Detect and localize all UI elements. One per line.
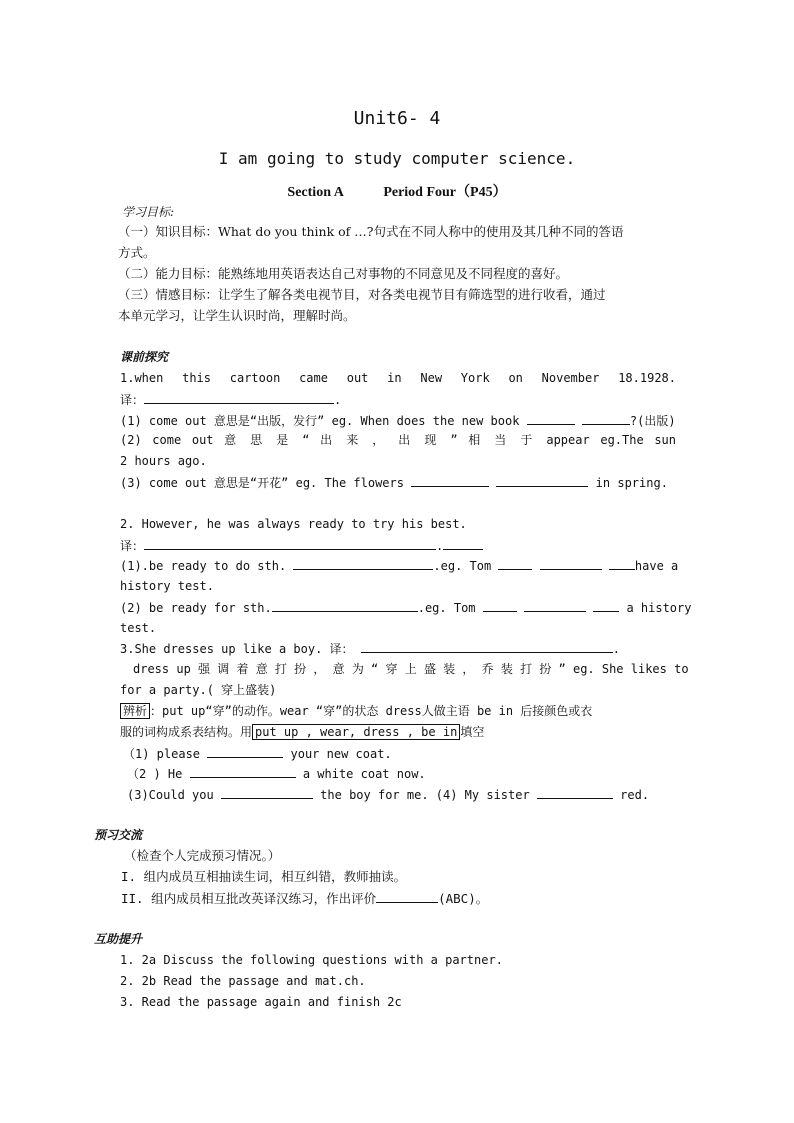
sentence-3-text: 3.She dresses up like a boy. 译： — [120, 642, 354, 656]
word-box: put up , wear, dress , be in — [252, 724, 460, 740]
exercise-4-text: (4) My sister — [435, 788, 530, 802]
sentence-2: 2. However, he was always ready to try his best. — [120, 517, 467, 531]
help-heading: 互助提升 — [94, 932, 143, 946]
ready-to-cont: history test. — [120, 579, 214, 593]
come-out-2: (2) come out 意 思 是 “ 出 来 ， 出 现 ” 相 当 于 appear eg.The sun — [120, 433, 676, 447]
help-item-3: 3. Read the passage again and finish 2c — [120, 995, 402, 1009]
exercise-2 — [127, 765, 426, 782]
page-title: Unit6- 4 — [353, 108, 441, 129]
exercise-3-text: (3)Could you — [127, 788, 214, 802]
come-out-1 — [120, 412, 676, 429]
exercise-1-text: （1) please — [123, 747, 201, 761]
exchange-line-2: I. 组内成员互相抽读生词，相互纠错，教师抽读。 — [121, 869, 407, 884]
goal-emotion-cont: 本单元学习，让学生认识时尚，理解时尚。 — [118, 308, 356, 323]
goal-knowledge: （一）知识目标：What do you think of …?句式在不同人称中的使用及其几种不同的答语 — [118, 224, 624, 239]
exercise-2-end: a white coat now. — [302, 767, 426, 781]
come-out-2-cont: 2 hours ago. — [120, 454, 207, 468]
exercise-1 — [123, 745, 392, 762]
distinguish-text: ：put up“穿”的动作。wear “穿”的状态 dress人做主语 be in 后接颜色或衣 — [150, 704, 593, 718]
ready-for-text: (2) be ready for sth. — [120, 601, 272, 615]
ready-for-eg: .eg. Tom — [417, 601, 476, 615]
answer-blank[interactable] — [190, 765, 296, 778]
section-title — [0, 181, 794, 201]
section-label: Section A — [287, 185, 344, 200]
ready-to-end: have a — [634, 559, 679, 573]
answer-blank[interactable] — [524, 599, 586, 612]
answer-blank[interactable] — [498, 557, 532, 570]
translate-label: 译： — [120, 539, 145, 553]
ready-for-end: a history — [626, 601, 692, 615]
answer-blank[interactable] — [496, 474, 588, 487]
exercise-3-4 — [127, 786, 649, 803]
fill-in-label: 填空 — [460, 725, 485, 739]
translate-line-2 — [120, 537, 483, 554]
distinguish-text-2: 服的词构成系表结构。用 — [120, 725, 253, 739]
answer-blank[interactable] — [483, 599, 517, 612]
exchange-line-3-text: II. 组内成员相互批改英译汉练习，作出评价 — [121, 891, 377, 906]
answer-blank[interactable] — [582, 412, 630, 425]
come-out-3-end: in spring. — [595, 476, 668, 490]
dress-up-note: dress up 强 调 着 意 打 扮 ， 意 为 “ 穿 上 盛 装 ， 乔 装 打 扮 ” eg. She likes to — [133, 662, 689, 676]
dress-up-note-cont: for a party.( 穿上盛装) — [120, 683, 277, 697]
period-mark: . — [334, 393, 342, 407]
answer-blank[interactable] — [361, 640, 613, 653]
answer-blank[interactable] — [293, 557, 433, 570]
come-out-1-end: ?(出版) — [629, 414, 676, 428]
come-out-3 — [120, 474, 668, 491]
pre-heading: 课前探究 — [120, 350, 169, 364]
distinguish-line-2 — [120, 724, 484, 740]
goals-heading: 学习目标: — [122, 205, 175, 219]
goal-ability: （二）能力目标：能熟练地用英语表达自己对事物的不同意见及不同程度的喜好。 — [118, 266, 569, 281]
answer-blank[interactable] — [540, 557, 602, 570]
help-item-2: 2. 2b Read the passage and mat.ch. — [120, 974, 366, 988]
answer-blank[interactable] — [527, 412, 575, 425]
lesson-title: I am going to study computer science. — [218, 149, 576, 168]
ready-for-line — [120, 599, 691, 616]
come-out-3-text: (3) come out 意思是“开花” eg. The flowers — [120, 476, 404, 490]
distinguish-label: 辨析 — [120, 703, 150, 719]
translate-line-1 — [120, 391, 341, 408]
exercise-1-end: your new coat. — [290, 747, 392, 761]
ready-for-cont: test. — [120, 621, 157, 635]
exchange-line-3-end: (ABC)。 — [438, 891, 489, 906]
ready-to-line — [120, 557, 678, 574]
rating-blank[interactable] — [376, 890, 438, 903]
help-item-1: 1. 2a Discuss the following questions with a partner. — [120, 953, 503, 967]
answer-blank[interactable] — [609, 557, 635, 570]
answer-blank[interactable] — [593, 599, 619, 612]
come-out-1-text: (1) come out 意思是“出版，发行” eg. When does the new book — [120, 414, 520, 428]
ready-to-eg: .eg. Tom — [433, 559, 492, 573]
answer-blank[interactable] — [443, 537, 483, 550]
period-label: Period Four（P45） — [383, 185, 507, 200]
exercise-3-end: the boy for me. — [320, 788, 429, 802]
period-mark: . — [612, 642, 620, 656]
goal-knowledge-cont: 方式。 — [118, 245, 156, 260]
answer-blank[interactable] — [207, 745, 283, 758]
sentence-3 — [120, 640, 620, 657]
ready-to-text: (1).be ready to do sth. — [120, 559, 287, 573]
answer-blank[interactable] — [411, 474, 489, 487]
answer-blank[interactable] — [272, 599, 418, 612]
exchange-line-3 — [121, 890, 488, 907]
exercise-4-end: red. — [620, 788, 650, 802]
distinguish-line — [120, 703, 592, 719]
answer-blank[interactable] — [144, 537, 436, 550]
answer-blank[interactable] — [144, 391, 334, 404]
exchange-line-1: （检查个人完成预习情况。） — [124, 848, 281, 863]
answer-blank[interactable] — [537, 786, 613, 799]
exchange-heading: 预习交流 — [94, 828, 143, 842]
goal-emotion: （三）情感目标：让学生了解各类电视节目，对各类电视节目有筛选型的进行收看，通过 — [118, 287, 606, 302]
exercise-2-text: （2 ) He — [127, 767, 183, 781]
answer-blank[interactable] — [221, 786, 313, 799]
translate-label: 译： — [120, 393, 145, 407]
period-mark: . — [436, 539, 444, 553]
sentence-1: 1.when this cartoon came out in New York on November 18.1928. — [120, 371, 676, 385]
